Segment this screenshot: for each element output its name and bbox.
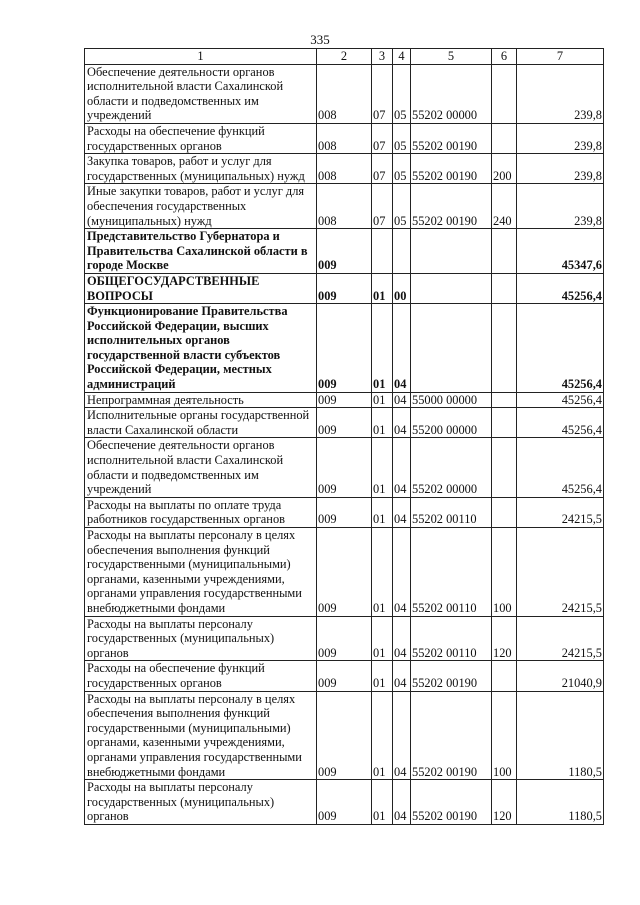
cell-section: 07 (372, 123, 393, 153)
cell-name: Расходы на обеспечение функций государственных органов (85, 661, 317, 691)
cell-name: Закупка товаров, работ и услуг для государственных (муниципальных) нужд (85, 154, 317, 184)
cell-expense-type (492, 392, 517, 408)
cell-amount: 24215,5 (517, 616, 604, 661)
table-row (85, 616, 604, 661)
cell-expense-type: 100 (492, 691, 517, 780)
cell-expense-type: 100 (492, 528, 517, 617)
cell-subsection: 05 (393, 154, 411, 184)
cell-amount: 239,8 (517, 154, 604, 184)
cell-subsection: 04 (393, 497, 411, 527)
cell-subsection: 04 (393, 661, 411, 691)
table-header-row (85, 49, 604, 65)
cell-section: 07 (372, 154, 393, 184)
cell-ministry-code: 008 (317, 64, 372, 123)
table-row (85, 229, 604, 274)
cell-expense-type: 240 (492, 184, 517, 229)
cell-target-article (411, 273, 492, 303)
cell-ministry-code: 008 (317, 123, 372, 153)
cell-ministry-code: 008 (317, 154, 372, 184)
cell-amount: 21040,9 (517, 661, 604, 691)
budget-table (84, 48, 604, 825)
cell-subsection: 05 (393, 64, 411, 123)
cell-section: 01 (372, 661, 393, 691)
cell-section: 01 (372, 497, 393, 527)
cell-amount: 45256,4 (517, 438, 604, 497)
table-row (85, 64, 604, 123)
cell-target-article (411, 304, 492, 393)
cell-ministry-code: 009 (317, 273, 372, 303)
cell-name: Расходы на выплаты по оплате труда работников государственных органов (85, 497, 317, 527)
cell-ministry-code: 009 (317, 438, 372, 497)
table-row (85, 273, 604, 303)
cell-amount: 239,8 (517, 123, 604, 153)
cell-subsection (393, 229, 411, 274)
cell-section: 07 (372, 64, 393, 123)
cell-name: Расходы на выплаты персоналу в целях обеспечения выполнения функций государственными (муниципальными) органами, казенными учреждениями, органами управления государственными внебюджетными фондами (85, 691, 317, 780)
cell-amount: 45256,4 (517, 304, 604, 393)
header-cell: 2 (317, 49, 372, 65)
cell-name: Обеспечение деятельности органов исполнительной власти Сахалинской области и подведомственных им учреждений (85, 438, 317, 497)
cell-target-article: 55202 00190 (411, 154, 492, 184)
cell-ministry-code: 009 (317, 304, 372, 393)
cell-expense-type (492, 438, 517, 497)
cell-subsection: 00 (393, 273, 411, 303)
table-row (85, 528, 604, 617)
cell-subsection: 04 (393, 408, 411, 438)
cell-ministry-code: 009 (317, 229, 372, 274)
cell-target-article: 55202 00000 (411, 64, 492, 123)
cell-expense-type (492, 304, 517, 393)
cell-subsection: 04 (393, 691, 411, 780)
cell-target-article: 55202 00110 (411, 528, 492, 617)
page-number: 335 (310, 32, 330, 47)
cell-target-article: 55200 00000 (411, 408, 492, 438)
table-row (85, 392, 604, 408)
cell-subsection: 04 (393, 528, 411, 617)
cell-ministry-code: 008 (317, 184, 372, 229)
cell-amount: 45347,6 (517, 229, 604, 274)
cell-target-article: 55202 00110 (411, 497, 492, 527)
cell-ministry-code: 009 (317, 780, 372, 825)
cell-amount: 45256,4 (517, 392, 604, 408)
header-cell: 1 (85, 49, 317, 65)
cell-target-article: 55202 00000 (411, 438, 492, 497)
cell-name: Иные закупки товаров, работ и услуг для обеспечения государственных (муниципальных) нужд (85, 184, 317, 229)
cell-ministry-code: 009 (317, 528, 372, 617)
table-row (85, 661, 604, 691)
cell-amount: 45256,4 (517, 273, 604, 303)
cell-target-article: 55202 00190 (411, 780, 492, 825)
table-row (85, 691, 604, 780)
cell-target-article: 55202 00190 (411, 184, 492, 229)
header-cell: 6 (492, 49, 517, 65)
table-row (85, 408, 604, 438)
cell-target-article: 55000 00000 (411, 392, 492, 408)
cell-section: 01 (372, 304, 393, 393)
table-row (85, 780, 604, 825)
table-row (85, 123, 604, 153)
cell-amount: 24215,5 (517, 497, 604, 527)
cell-expense-type (492, 273, 517, 303)
cell-subsection: 05 (393, 123, 411, 153)
cell-name: Представительство Губернатора и Правительства Сахалинской области в городе Москве (85, 229, 317, 274)
cell-ministry-code: 009 (317, 691, 372, 780)
cell-section: 01 (372, 273, 393, 303)
cell-expense-type (492, 661, 517, 691)
cell-amount: 239,8 (517, 184, 604, 229)
cell-section: 01 (372, 616, 393, 661)
table-row (85, 184, 604, 229)
cell-target-article: 55202 00190 (411, 123, 492, 153)
cell-subsection: 05 (393, 184, 411, 229)
cell-amount: 24215,5 (517, 528, 604, 617)
cell-section (372, 229, 393, 274)
cell-target-article (411, 229, 492, 274)
cell-target-article: 55202 00190 (411, 691, 492, 780)
cell-expense-type (492, 408, 517, 438)
cell-section: 01 (372, 438, 393, 497)
cell-name: Расходы на обеспечение функций государственных органов (85, 123, 317, 153)
table-row (85, 497, 604, 527)
cell-name: Расходы на выплаты персоналу государственных (муниципальных) органов (85, 616, 317, 661)
cell-name: Функционирование Правительства Российской Федерации, высших исполнительных органов государственной власти субъектов Российской Федерации, местных администраций (85, 304, 317, 393)
cell-name: Исполнительные органы государственной власти Сахалинской области (85, 408, 317, 438)
cell-ministry-code: 009 (317, 408, 372, 438)
cell-ministry-code: 009 (317, 497, 372, 527)
cell-subsection: 04 (393, 616, 411, 661)
header-cell: 3 (372, 49, 393, 65)
cell-section: 01 (372, 392, 393, 408)
cell-subsection: 04 (393, 304, 411, 393)
cell-amount: 45256,4 (517, 408, 604, 438)
cell-target-article: 55202 00110 (411, 616, 492, 661)
cell-subsection: 04 (393, 392, 411, 408)
header-cell: 4 (393, 49, 411, 65)
cell-target-article: 55202 00190 (411, 661, 492, 691)
cell-expense-type (492, 64, 517, 123)
table-row (85, 438, 604, 497)
cell-expense-type: 120 (492, 616, 517, 661)
cell-name: Расходы на выплаты персоналу государственных (муниципальных) органов (85, 780, 317, 825)
cell-expense-type (492, 497, 517, 527)
cell-expense-type: 200 (492, 154, 517, 184)
cell-name: Непрограммная деятельность (85, 392, 317, 408)
header-cell: 7 (517, 49, 604, 65)
cell-section: 07 (372, 184, 393, 229)
cell-expense-type (492, 123, 517, 153)
cell-section: 01 (372, 528, 393, 617)
table-row (85, 154, 604, 184)
table-row (85, 304, 604, 393)
cell-section: 01 (372, 780, 393, 825)
cell-ministry-code: 009 (317, 392, 372, 408)
cell-expense-type (492, 229, 517, 274)
cell-amount: 1180,5 (517, 780, 604, 825)
cell-amount: 239,8 (517, 64, 604, 123)
cell-ministry-code: 009 (317, 616, 372, 661)
cell-section: 01 (372, 691, 393, 780)
cell-subsection: 04 (393, 780, 411, 825)
cell-name: Расходы на выплаты персоналу в целях обеспечения выполнения функций государственными (муниципальными) органами, казенными учреждениями, органами управления государственными внебюджетными фондами (85, 528, 317, 617)
cell-amount: 1180,5 (517, 691, 604, 780)
cell-name: ОБЩЕГОСУДАРСТВЕННЫЕ ВОПРОСЫ (85, 273, 317, 303)
cell-ministry-code: 009 (317, 661, 372, 691)
cell-name: Обеспечение деятельности органов исполнительной власти Сахалинской области и подведомственных им учреждений (85, 64, 317, 123)
cell-section: 01 (372, 408, 393, 438)
cell-expense-type: 120 (492, 780, 517, 825)
header-cell: 5 (411, 49, 492, 65)
cell-subsection: 04 (393, 438, 411, 497)
